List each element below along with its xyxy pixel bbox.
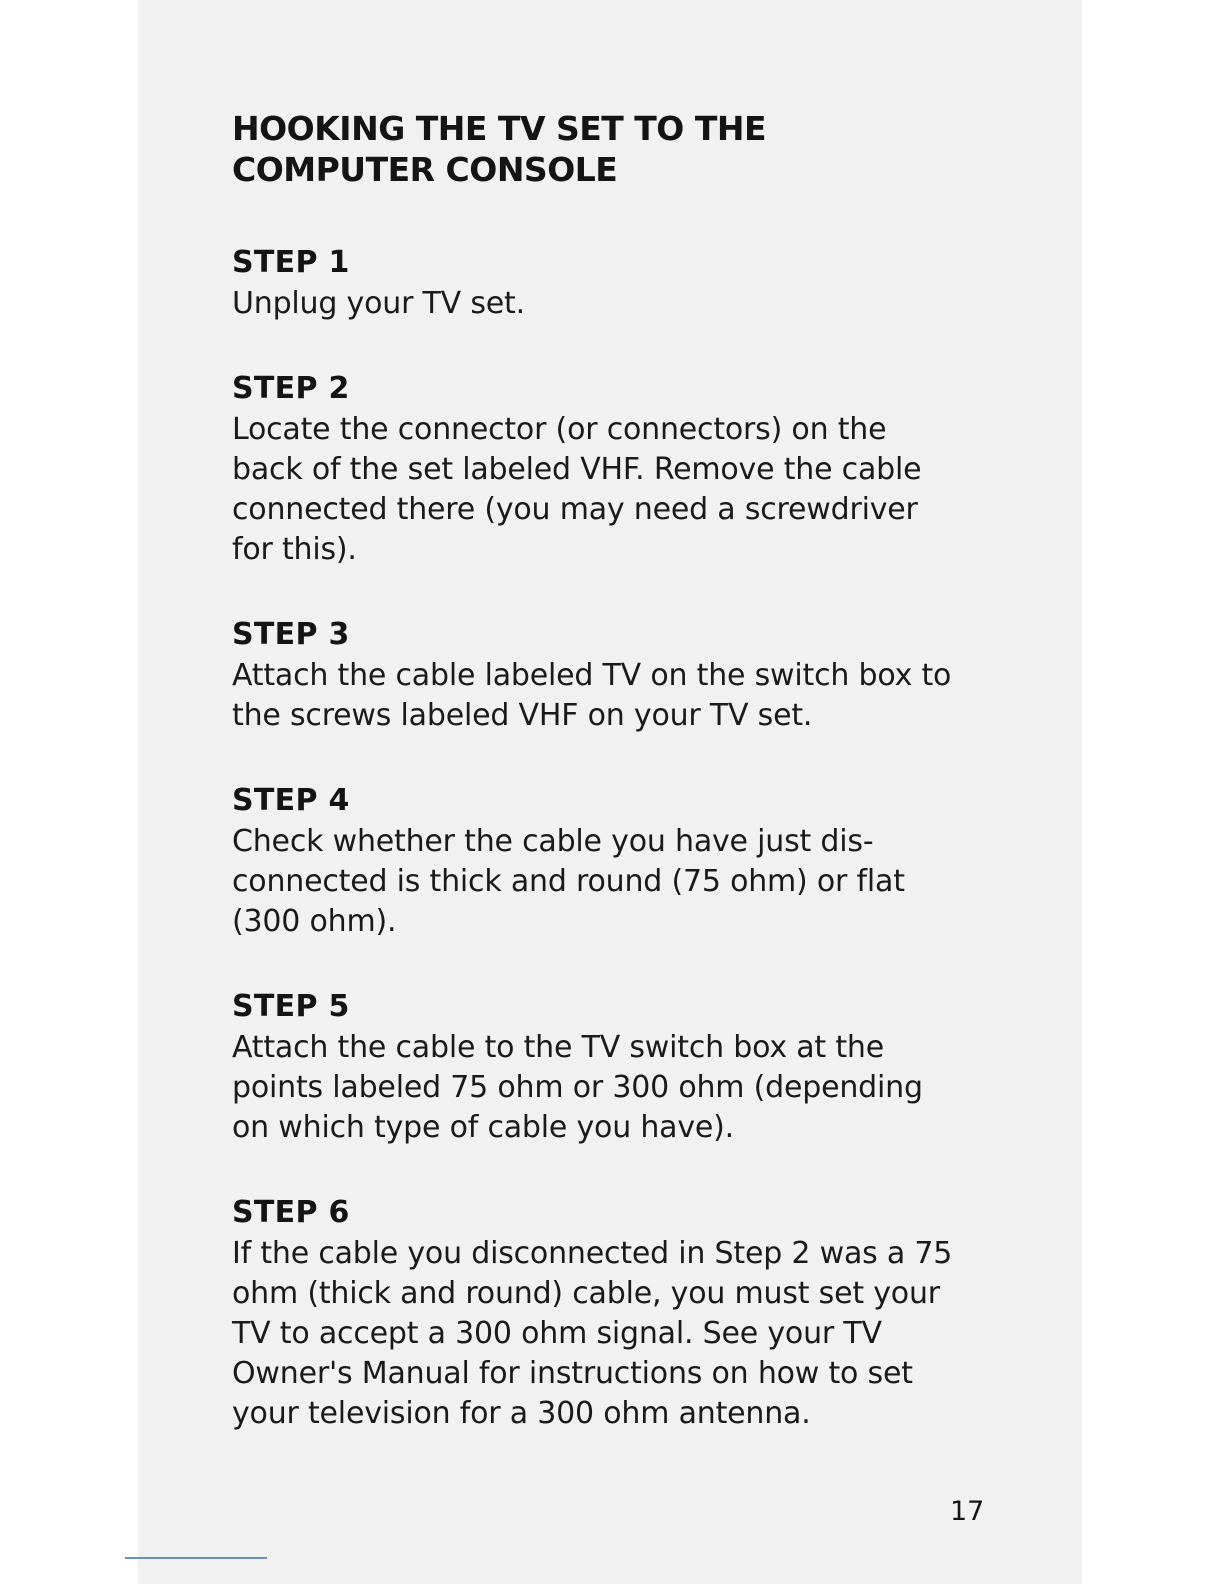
step-4-heading: STEP 4 xyxy=(232,783,350,818)
step-1-text: Unplug your TV set. xyxy=(232,286,525,321)
step-3-text: Attach the cable labeled TV on the switch box to the screws labeled VHF on your TV set. xyxy=(232,658,952,733)
page-title xyxy=(232,108,992,190)
step-6-text: If the cable you disconnected in Step 2 was a 75 ohm (thick and round) cable, you must set your TV to accept a 300 ohm signal. See your TV Owner's Manual for instructions on how to set your television for a 300 ohm antenna. xyxy=(232,1236,953,1431)
step-3-section xyxy=(232,614,992,736)
scan-edge-mark xyxy=(125,1557,267,1559)
page-title-line-1: HOOKING THE TV SET TO THE xyxy=(232,109,766,148)
step-4-text: Check whether the cable you have just dis- connected is thick and round (75 ohm) or flat (300 ohm). xyxy=(232,824,905,939)
page-content xyxy=(232,108,992,1478)
step-5-heading: STEP 5 xyxy=(232,989,350,1024)
step-4-section xyxy=(232,780,992,942)
step-6-heading: STEP 6 xyxy=(232,1195,350,1230)
step-2-text: Locate the connector (or connectors) on the back of the set labeled VHF. Remove the cable connected there (you may need a screwdriver for this). xyxy=(232,412,922,567)
step-5-section xyxy=(232,986,992,1148)
step-2-heading: STEP 2 xyxy=(232,371,350,406)
page-title-line-2: COMPUTER CONSOLE xyxy=(232,150,618,189)
page-number: 17 xyxy=(950,1496,985,1527)
step-6-section xyxy=(232,1192,992,1434)
step-1-section xyxy=(232,242,992,324)
step-3-heading: STEP 3 xyxy=(232,617,350,652)
step-1-heading: STEP 1 xyxy=(232,245,350,280)
step-2-section xyxy=(232,368,992,570)
step-5-text: Attach the cable to the TV switch box at the points labeled 75 ohm or 300 ohm (depending on which type of cable you have). xyxy=(232,1030,923,1145)
